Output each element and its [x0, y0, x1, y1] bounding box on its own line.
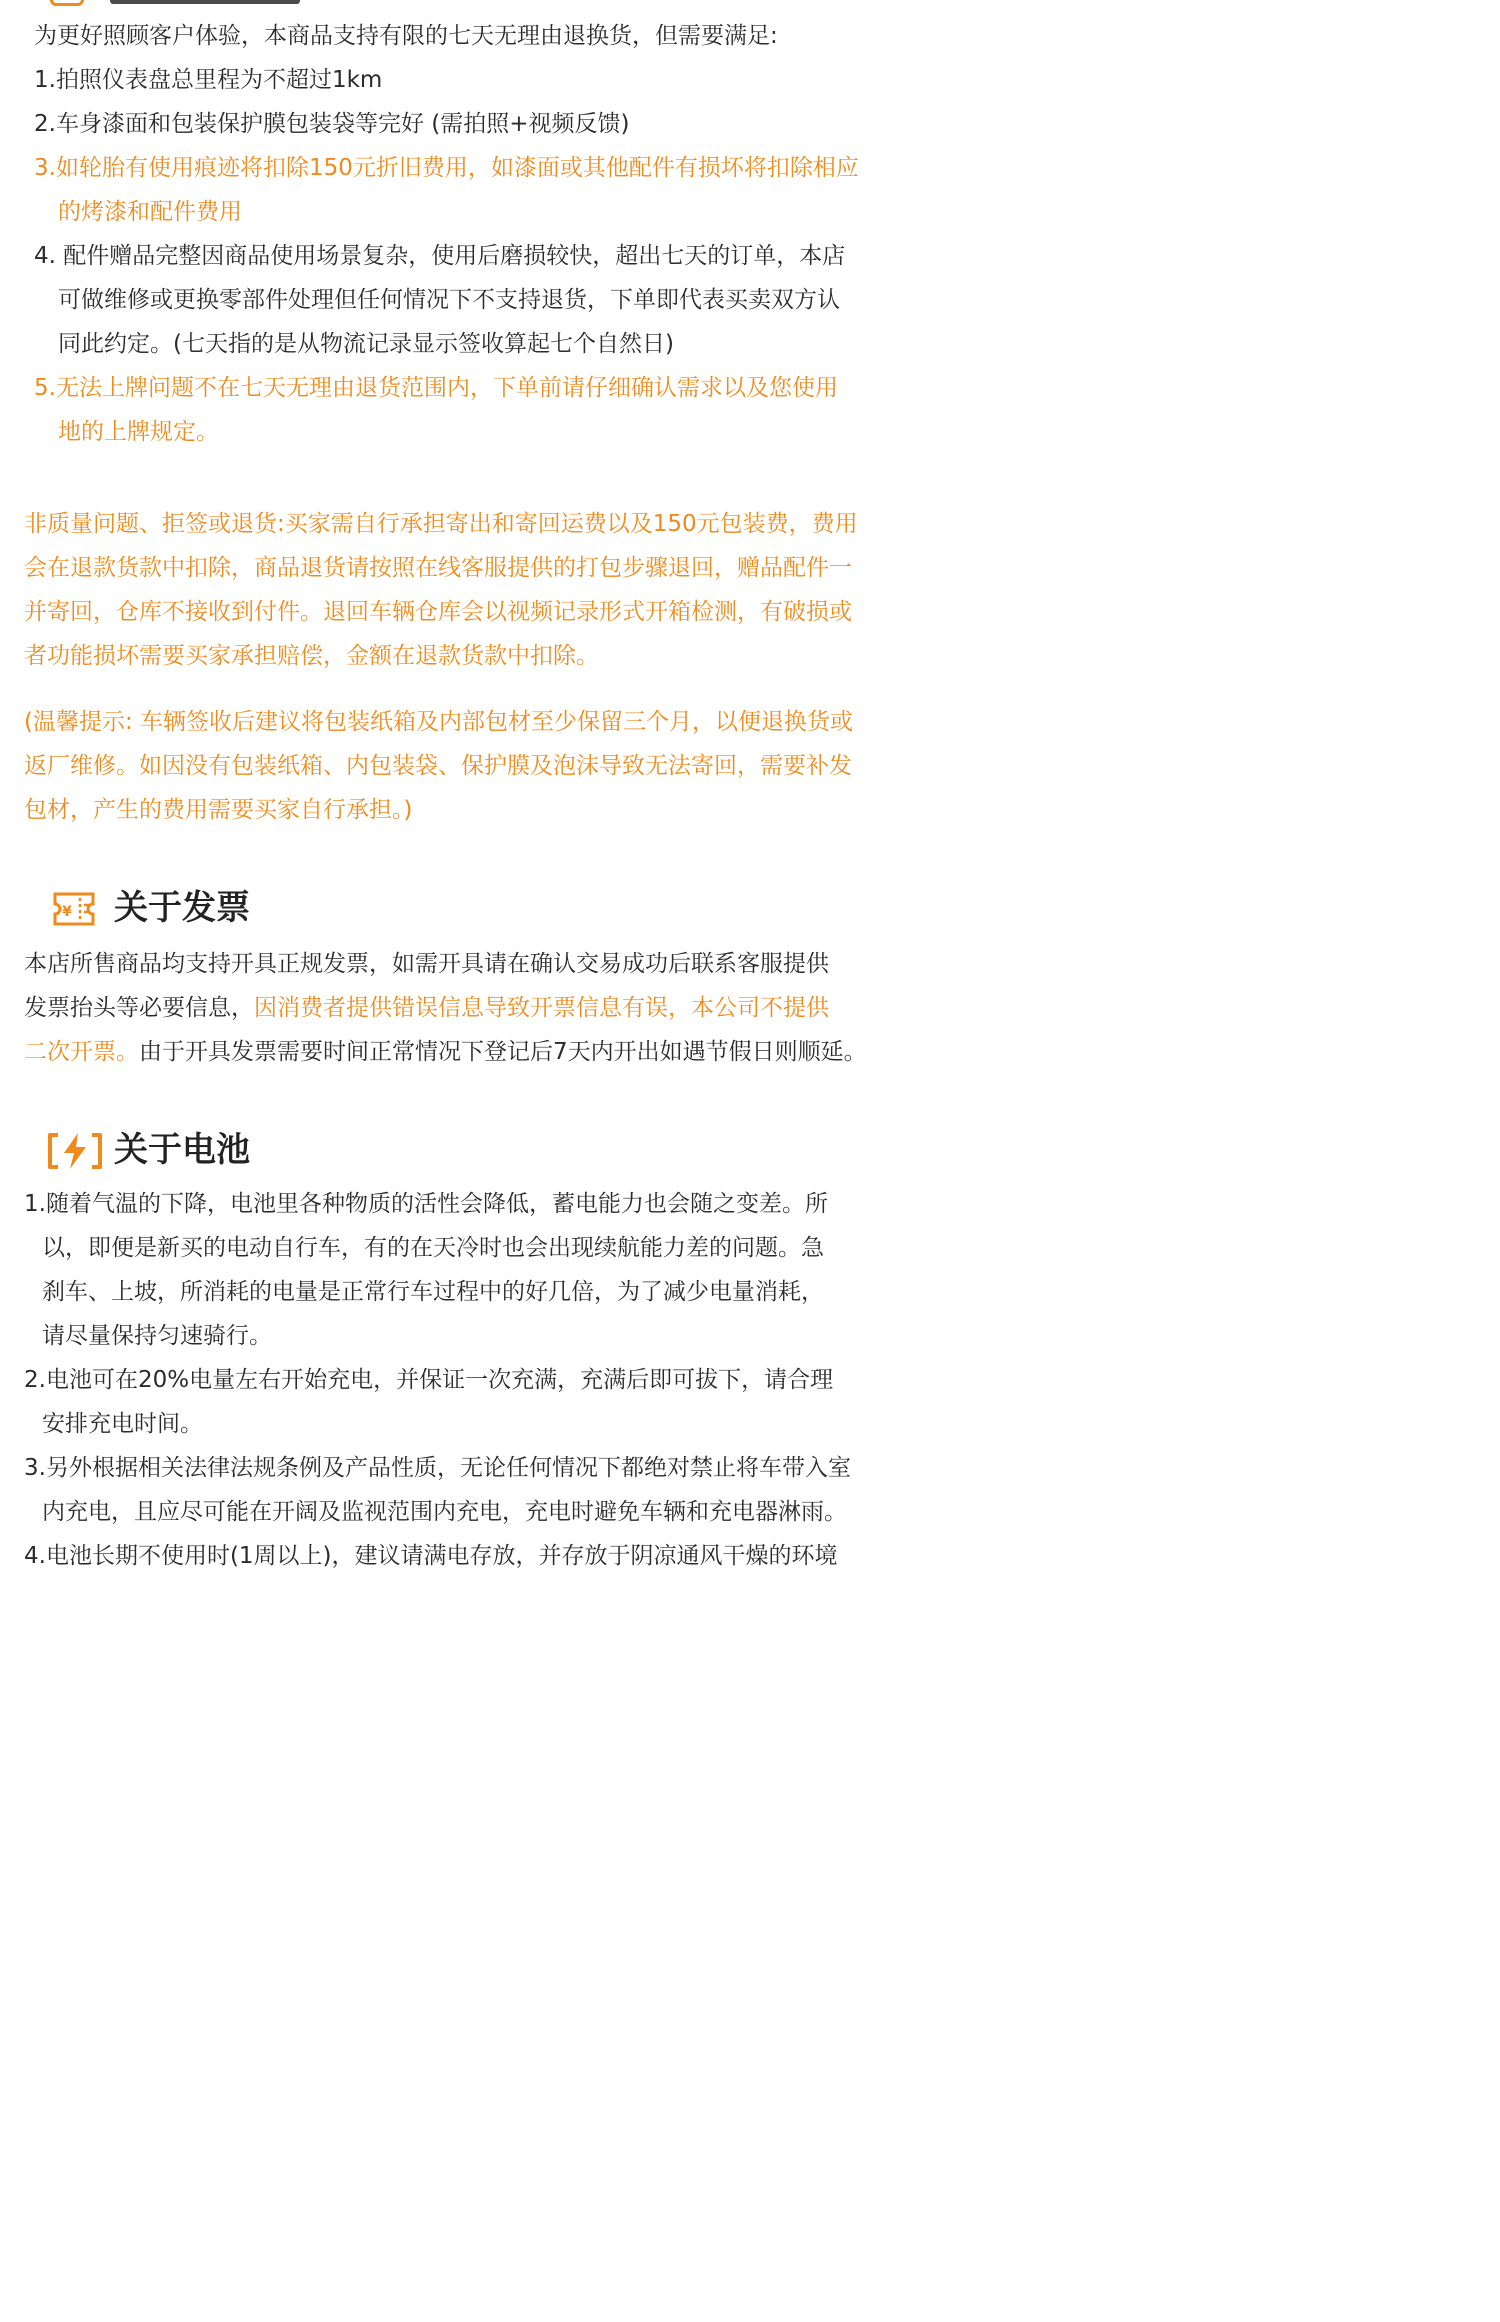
invoice-icon [52, 890, 96, 932]
tip-line-1: (温馨提示: 车辆签收后建议将包装纸箱及内部包材至少保留三个月，以便退换货或 [24, 709, 854, 735]
battery-item-4-line-1: 4.电池长期不使用时(1周以上)，建议请满电存放，并存放于阴凉通风干燥的环境 [24, 1543, 838, 1569]
battery-heading: 关于电池 [114, 1130, 250, 1170]
battery-item-1-line-4: 请尽量保持匀速骑行。 [42, 1323, 272, 1349]
invoice-line-2 [24, 986, 829, 1030]
battery-item-2-line-1: 2.电池可在20%电量左右开始充电，并保证一次充满，充满后即可拔下，请合理 [24, 1367, 834, 1393]
returns-item-2: 2.车身漆面和包装保护膜包装袋等完好 (需拍照+视频反馈) [34, 111, 630, 137]
battery-item-1-line-2: 以，即便是新买的电动自行车，有的在天冷时也会出现续航能力差的问题。急 [42, 1235, 824, 1261]
battery-item-3-line-2: 内充电，且应尽可能在开阔及监视范围内充电，充电时避免车辆和充电器淋雨。 [42, 1499, 847, 1525]
battery-item-2-line-2: 安排充电时间。 [42, 1411, 203, 1437]
nonquality-line-2: 会在退款货款中扣除，商品退货请按照在线客服提供的打包步骤退回，赠品配件一 [24, 555, 852, 581]
product-policy-page [0, 0, 1013, 1568]
invoice-line-3-dark: 由于开具发票需要时间正常情况下登记后7天内开出如遇节假日则顺延。 [139, 1039, 867, 1065]
battery-item-1-line-3: 刹车、上坡，所消耗的电量是正常行车过程中的好几倍，为了减少电量消耗， [42, 1279, 824, 1305]
tip-line-2: 返厂维修。如因没有包装纸箱、内包装袋、保护膜及泡沫导致无法寄回，需要补发 [24, 753, 852, 779]
invoice-line-2-dark: 发票抬头等必要信息， [24, 995, 254, 1021]
battery-item-1-line-1: 1.随着气温的下降，电池里各种物质的活性会降低，蓄电能力也会随之变差。所 [24, 1191, 828, 1217]
returns-item-4-line-2: 可做维修或更换零部件处理但任何情况下不支持退货，下单即代表买卖双方认 [58, 287, 840, 313]
returns-section-title-cut [110, 0, 300, 4]
battery-item-3-line-1: 3.另外根据相关法律法规条例及产品性质，无论任何情况下都绝对禁止将车带入室 [24, 1455, 851, 1481]
returns-item-3-line-1: 3.如轮胎有使用痕迹将扣除150元折旧费用，如漆面或其他配件有损坏将扣除相应 [34, 155, 859, 181]
returns-item-5-line-1: 5.无法上牌问题不在七天无理由退货范围内，下单前请仔细确认需求以及您使用 [34, 375, 838, 401]
returns-item-4-line-3: 同此约定。(七天指的是从物流记录显示签收算起七个自然日) [58, 331, 674, 357]
returns-item-1: 1.拍照仪表盘总里程为不超过1km [34, 67, 383, 93]
returns-section-icon [50, 0, 84, 6]
nonquality-line-4: 者功能损坏需要买家承担赔偿，金额在退款货款中扣除。 [24, 643, 599, 669]
invoice-line-2-orange: 因消费者提供错误信息导致开票信息有误，本公司不提供 [254, 995, 829, 1021]
returns-item-5-line-2: 地的上牌规定。 [58, 419, 219, 445]
invoice-line-3 [24, 1030, 867, 1074]
invoice-line-3-orange: 二次开票。 [24, 1039, 139, 1065]
nonquality-line-1: 非质量问题、拒签或退货:买家需自行承担寄出和寄回运费以及150元包装费，费用 [24, 511, 858, 537]
invoice-heading: 关于发票 [114, 888, 250, 928]
nonquality-line-3: 并寄回，仓库不接收到付件。退回车辆仓库会以视频记录形式开箱检测，有破损或 [24, 599, 852, 625]
returns-item-3-line-2: 的烤漆和配件费用 [58, 199, 242, 225]
svg-text:¥: ¥ [62, 904, 72, 920]
returns-intro: 为更好照顾客户体验，本商品支持有限的七天无理由退换货，但需要满足: [34, 23, 778, 49]
returns-item-4-line-1: 4. 配件赠品完整因商品使用场景复杂，使用后磨损较快，超出七天的订单，本店 [34, 243, 846, 269]
invoice-line-1: 本店所售商品均支持开具正规发票，如需开具请在确认交易成功后联系客服提供 [24, 951, 829, 977]
battery-bolt-icon [44, 1130, 106, 1176]
tip-line-3: 包材，产生的费用需要买家自行承担。) [24, 797, 413, 823]
